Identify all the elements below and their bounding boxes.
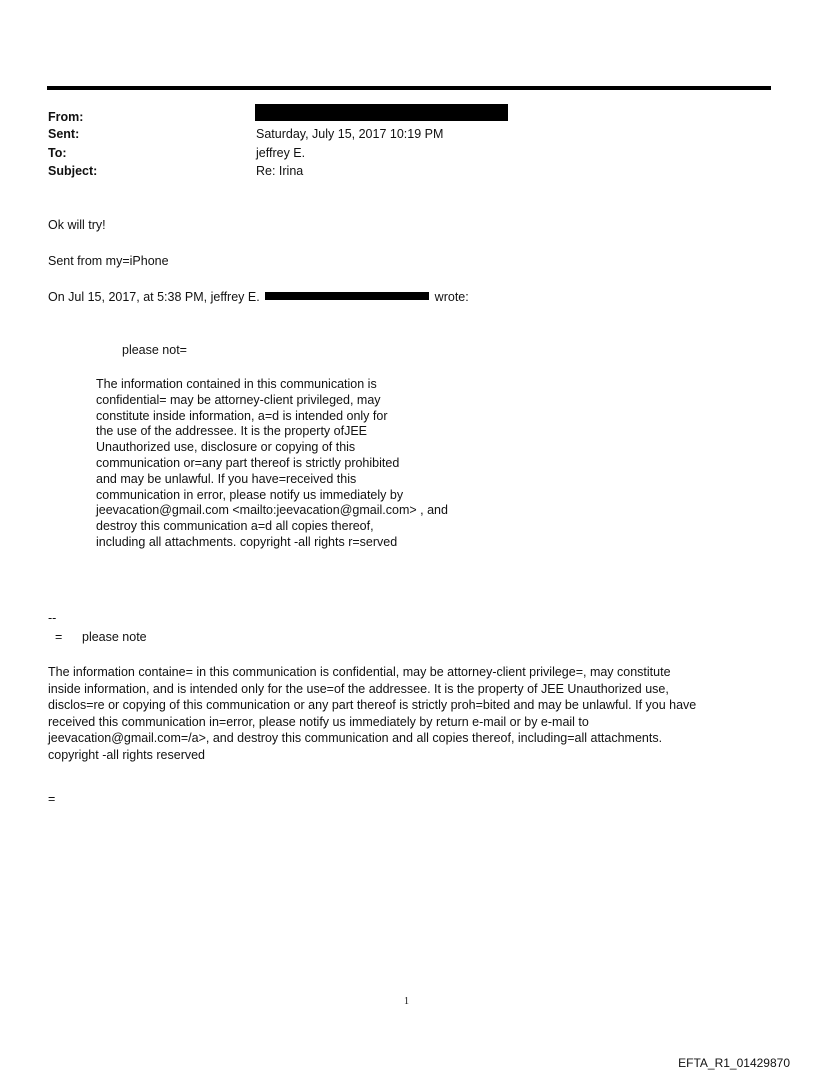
bates-number: EFTA_R1_01429870 bbox=[678, 1056, 790, 1070]
page-number: 1 bbox=[404, 996, 409, 1007]
quote-intro bbox=[48, 289, 469, 305]
quoted-line: and may be unlawful. If you have=received this bbox=[96, 471, 357, 486]
to-value: jeffrey E. bbox=[256, 146, 306, 160]
quoted-line: The information contained in this communication is bbox=[96, 377, 377, 391]
quoted-line: including all attachments. copyright -all rights r=served bbox=[96, 534, 398, 549]
email-redaction bbox=[265, 292, 429, 300]
quoted-line: constitute inside information, a=d is intended only for bbox=[96, 408, 388, 423]
please-note-text: please note bbox=[82, 630, 147, 644]
quoted-line: communication or=any part thereof is strictly prohibited bbox=[96, 455, 400, 470]
trailing-equals: = bbox=[48, 792, 56, 806]
quoted-line: destroy this communication a=d all copies thereof, bbox=[96, 519, 374, 534]
footer-line: disclos=re or copying of this communication or any part thereof is strictly proh=bited and may be unlawful. If you have bbox=[48, 698, 697, 712]
from-redaction bbox=[255, 104, 508, 121]
header-rule bbox=[47, 86, 771, 90]
quoted-line: Unauthorized use, disclosure or copying of this bbox=[96, 440, 356, 455]
sent-value: Saturday, July 15, 2017 10:19 PM bbox=[256, 127, 444, 141]
quoted-line: the use of the addressee. It is the property ofJEE bbox=[96, 424, 367, 439]
from-label: From: bbox=[48, 110, 84, 124]
subject-value: Re: Irina bbox=[256, 164, 304, 178]
quoted-disclaimer bbox=[96, 377, 516, 551]
footer-line: The information containe= in this communication is confidential, may be attorney-client privilege=, may constitute bbox=[48, 665, 671, 679]
footer-line: jeevacation@gmail.com=/a>, and destroy this communication and all copies thereof, including=all attachments. bbox=[48, 731, 663, 745]
subject-label: Subject: bbox=[48, 164, 98, 178]
footer-line: inside information, and is intended only for the use=of the addressee. It is the property of JEE Unauthorized use, bbox=[48, 681, 669, 696]
quoted-line: communication in error, please notify us immediately by bbox=[96, 487, 404, 502]
quote-intro-end: wrote: bbox=[434, 290, 469, 304]
reply-text: Ok will try! bbox=[48, 218, 106, 232]
to-label: To: bbox=[48, 146, 67, 160]
dashes-text: -- bbox=[48, 611, 57, 625]
signature-text: Sent from my=iPhone bbox=[48, 254, 169, 268]
quoted-line: jeevacation@gmail.com <mailto:jeevacation@gmail.com> , and bbox=[96, 503, 448, 518]
footer-disclaimer bbox=[48, 664, 768, 763]
quote-intro-start: On Jul 15, 2017, at 5:38 PM, jeffrey E. bbox=[48, 290, 260, 304]
equals-marker: = bbox=[55, 630, 63, 644]
sent-label: Sent: bbox=[48, 127, 80, 141]
quoted-line: confidential= may be attorney-client privileged, may bbox=[96, 392, 381, 407]
please-not-text: please not= bbox=[122, 343, 187, 357]
footer-line: copyright -all rights reserved bbox=[48, 747, 206, 762]
footer-line: received this communication in=error, please notify us immediately by return e-mail or by e-mail to bbox=[48, 714, 589, 729]
